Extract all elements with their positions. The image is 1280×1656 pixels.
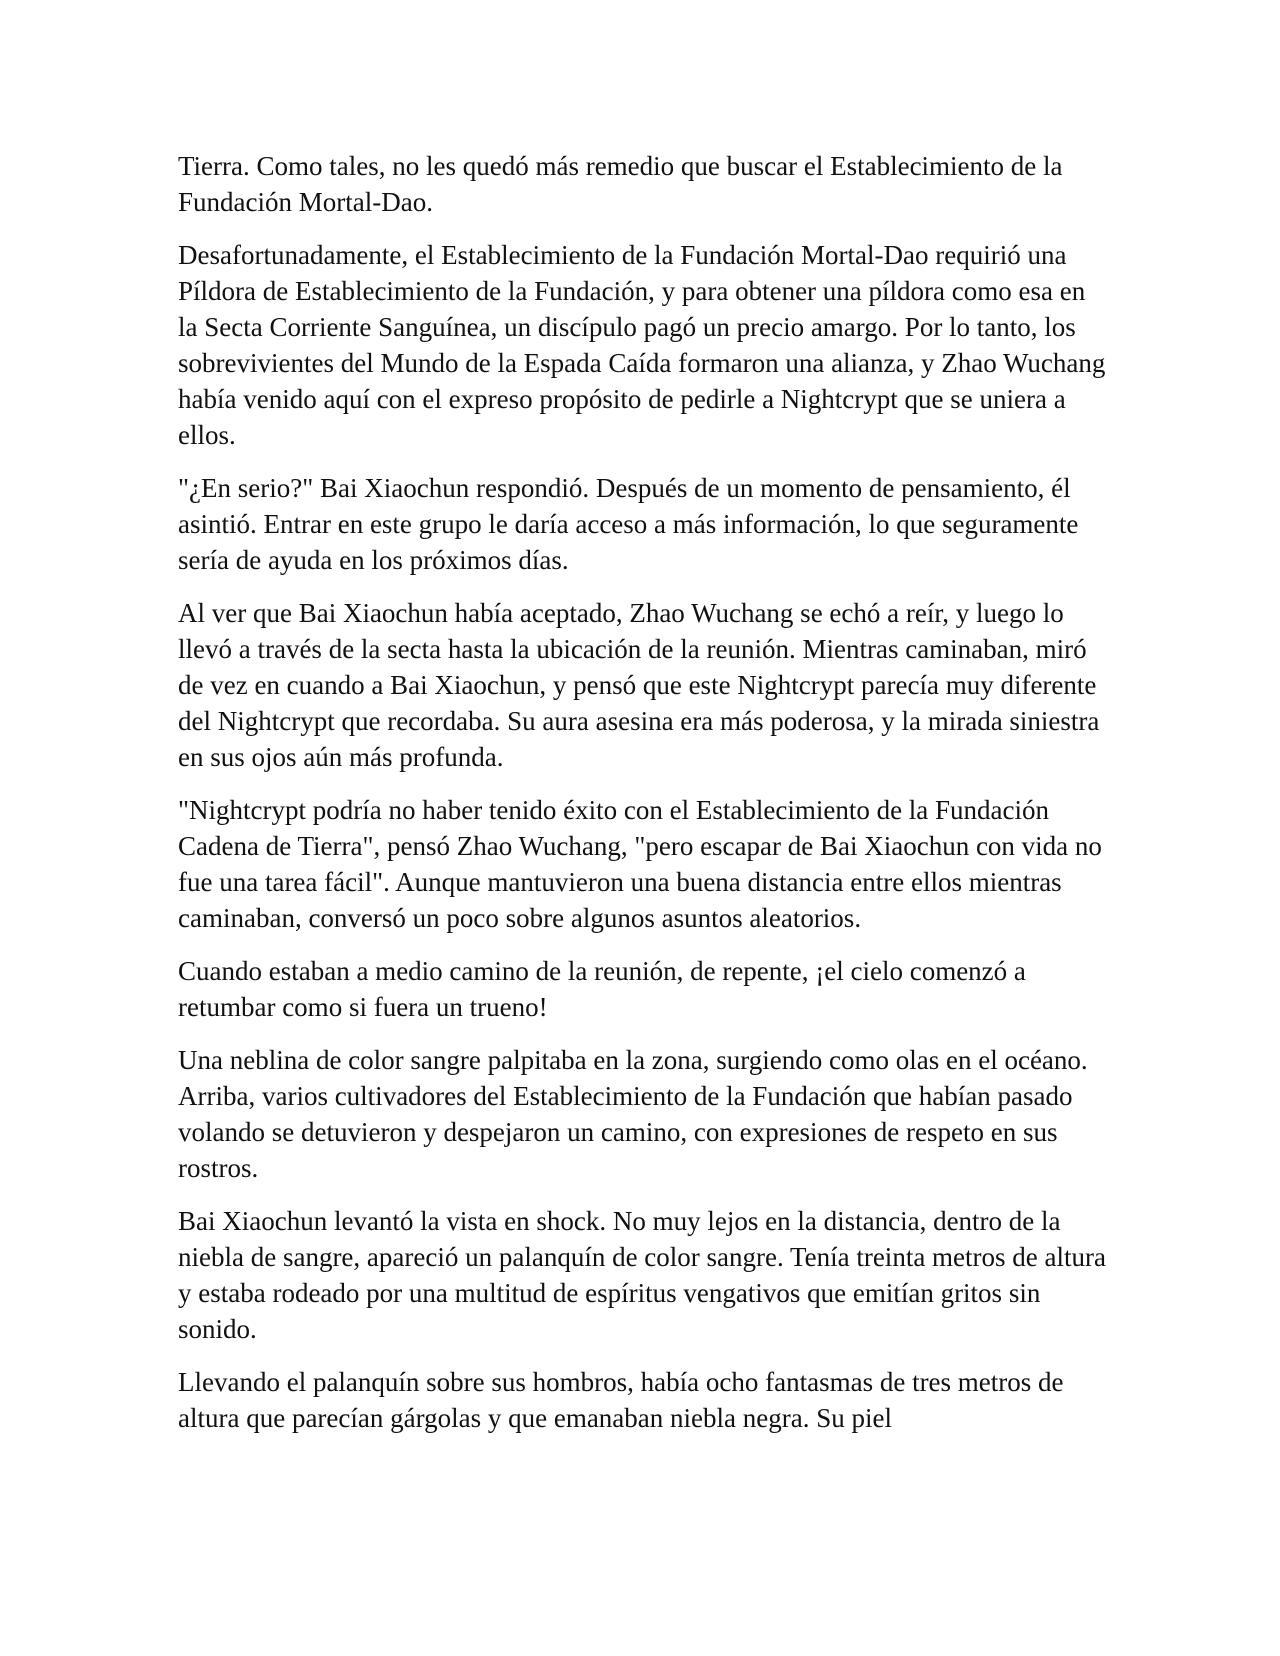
paragraph: Cuando estaban a medio camino de la reunión, de repente, ¡el cielo comenzó a retumbar como si fuera un trueno! [178,956,1026,1022]
paragraph: Bai Xiaochun levantó la vista en shock. No muy lejos en la distancia, dentro de la niebla de sangre, apareció un palanquín de color sangre. Tenía treinta metros de altura y estaba rodeado por una multitud de espíritus vengativos que emitían gritos sin sonido. [178,1206,1106,1344]
paragraph: Llevando el palanquín sobre sus hombros, había ocho fantasmas de tres metros de altura que parecían gárgolas y que emanaban niebla negra. Su piel [178,1367,1064,1433]
paragraph: Una neblina de color sangre palpitaba en la zona, surgiendo como olas en el océano. Arriba, varios cultivadores del Establecimiento de la Fundación que habían pasado volando se detuvieron y despejaron un camino, con expresiones de respeto en sus rostros. [178,1045,1088,1183]
paragraph: Desafortunadamente, el Establecimiento de la Fundación Mortal-Dao requirió una Píldora de Establecimiento de la Fundación, y para obtener una píldora como esa en la Secta Corriente Sanguínea, un discípulo pagó un precio amargo. Por lo tanto, los sobrevivientes del Mundo de la Espada Caída formaron una alianza, y Zhao Wuchang había venido aquí con el expreso propósito de pedirle a Nightcrypt que se uniera a ellos. [178,240,1106,450]
paragraph: Al ver que Bai Xiaochun había aceptado, Zhao Wuchang se echó a reír, y luego lo llevó a través de la secta hasta la ubicación de la reunión. Mientras caminaban, miró de vez en cuando a Bai Xiaochun, y pensó que este Nightcrypt parecía muy diferente del Nightcrypt que recordaba. Su aura asesina era más poderosa, y la mirada siniestra en sus ojos aún más profunda. [178,598,1100,772]
paragraph: "¿En serio?" Bai Xiaochun respondió. Después de un momento de pensamiento, él asintió. Entrar en este grupo le daría acceso a más información, lo que seguramente sería de ayuda en los próximos días. [178,473,1079,575]
document-body [178,148,1108,1453]
paragraph: Tierra. Como tales, no les quedó más remedio que buscar el Establecimiento de la Fundación Mortal-Dao. [178,151,1063,217]
paragraph: "Nightcrypt podría no haber tenido éxito con el Establecimiento de la Fundación Cadena de Tierra", pensó Zhao Wuchang, "pero escapar de Bai Xiaochun con vida no fue una tarea fácil". Aunque mantuvieron una buena distancia entre ellos mientras caminaban, conversó un poco sobre algunos asuntos aleatorios. [178,795,1102,933]
